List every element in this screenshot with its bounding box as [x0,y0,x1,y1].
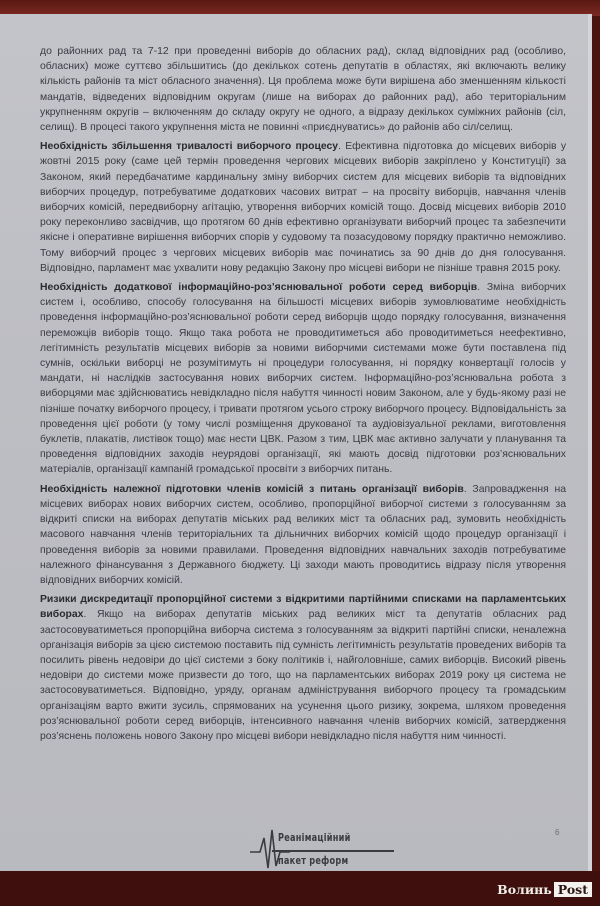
paragraph-2 [40,139,566,276]
paragraph-1 [40,44,566,135]
page-edge [588,14,592,871]
paragraph-3 [40,280,566,478]
paragraph-heading: Ризики дискредитації пропорційної системи з відкритими партійними списками на парламентських виборах [40,594,566,621]
page-number: 6 [555,828,560,837]
logo-text-line2: пакет реформ [278,855,349,867]
paragraph-text: . Запровадження на місцевих виборах нових виборчих систем, особливо, пропорційної виборчої системи з голосуванням за відкриті списки на виборах депутатів міських рад великих міст та обласних рад, зумовить необхідність масового навчання членів територіальних та дільничних виборчих комісій щодо процедур організації і проведення виборів за новими правилами. Проведення відповідних навчальних заходів потребуватиме належного фінансування з Державного бюджету. Ці заходи мають проводитись відразу після утворення відповідних виборчих комісій. [40,483,566,586]
logo-divider [272,850,394,852]
watermark-badge: Post [554,882,592,897]
document-body [40,44,566,748]
paragraph-text: . Якщо на виборах депутатів міських рад великих міст та депутатів обласних рад застосовуватиметься пропорційна виборча система з голосуванням за відкриті партійні списки, неналежна організація виборів за цією системою поставить під сумність легітимність результатів проведених виборів та посилить рівень недовіри до цієї системи з боку політиків і, найголовніше, самих виборців. Високий рівень недовіри до системи може призвести до того, що на парламентських виборах 2019 року ця система не застосовуватиметься. Відповідно, уряду, органам адміністрування виборчого процесу та громадським організаціям варто вжити зусиль, спрямованих на усунення цього ризику, зокрема, шляхом проведення роз’яснювальної роботи серед виборців, інтенсивного навчання членів виборчих комісій, затвердження роз’яснень положень нового Закону про місцеві вибори невідкладно після набуття ним чинності. [40,609,566,742]
paragraph-text: до районних рад та 7-12 при проведенні виборів до обласних рад), склад відповідних рад (особливо, обласних) може суттєво збільшитись (до декількох сотень депутатів в областях, які включають велику кількість районів та міст обласного значення). Ця проблема може бути вирішена або зменшенням кількості мандатів, відведених відповідним округам (лише на виборах до районних рад), або територіальним укрупненням округів – включенням до складу округу не одного, а відразу декількох суміжних районів (сіл, селищ). В процесі такого укрупнення міста не повинні «приєднуватись» до районів або сіл/селищ. [40,46,566,134]
watermark-text: Волинь [497,882,552,897]
reform-package-logo [250,828,400,878]
paragraph-heading: Необхідність збільшення тривалості виборчого процесу [40,141,339,153]
logo-text-line1: Реанімаційний [278,832,351,844]
paragraph-text: . Ефективна підготовка до місцевих виборів у жовтні 2015 року (саме цей термін проведення чергових місцевих виборів закріплено у Конституції) за Законом, який передбачатиме кардинальну зміну виборчих систем для місцевих виборів та відповідних виборчих процедур, потребуватиме додаткових часових витрат – на просвіту виборців, навчання членів виборчих комісій, передвиборну агітацію, утворення виборчих комісій тощо. Досвід місцевих виборів 2010 року переконливо засвідчив, що протягом 60 днів ефективно організувати виборчий процес та забезпечити якісне і оперативне вирішення виборчих спорів у судовому та позасудовому порядку практично неможливо. Тому виборчий процес з чергових місцевих виборів має починатись за 90 днів до дня голосування. Відповідно, парламент має ухвалити нову редакцію Закону про місцеві вибори не пізніше травня 2015 року. [40,141,567,274]
paragraph-5 [40,592,566,744]
paragraph-heading: Необхідність належної підготовки членів комісій з питань організації виборів [40,483,464,495]
paragraph-heading: Необхідність додаткової інформаційно-роз’яснювальної роботи серед виборців [40,282,478,294]
paragraph-text: . Зміна виборчих систем і, особливо, способу голосування на більшості місцевих виборів зумовлюватиме необхідність проведення інформаційно-роз’яснювальної роботи серед виборців щодо порядку голосування, визначення переможців виборів тощо. Якщо така робота не проводитиметься або проводитиметься неефективно, легітимність результатів місцевих виборів за новими виборчими системами може бути поставлена під сумнів, оскільки виборці не розумітимуть ні процедури голосування, ні порядку конвертації голосів у мандати, ні наслідків застосування нових виборчих систем. Інформаційно-роз’яснювальна робота з виборцями має здійснюватись невідкладно після набуття чинності новим Законом, але у будь-якому разі не пізніше початку виборчого процесу, і тривати протягом усього строку виборчого процесу. Відповідальність за проведення цієї роботи (у тому числі розміщення друкованої та аудіовізуальної реклами, виготовлення буклетів, плакатів, листівок тощо) має нести ЦВК. Разом з тим, ЦВК має активно залучати у планування та проведення відповідних заходів неурядові організації, які мають досвід підготовки роз’яснювальних матеріалів, організації кампаній громадської просвіти з виборчих питань. [40,282,566,476]
paragraph-4 [40,482,566,588]
volyn-post-watermark [497,882,592,897]
